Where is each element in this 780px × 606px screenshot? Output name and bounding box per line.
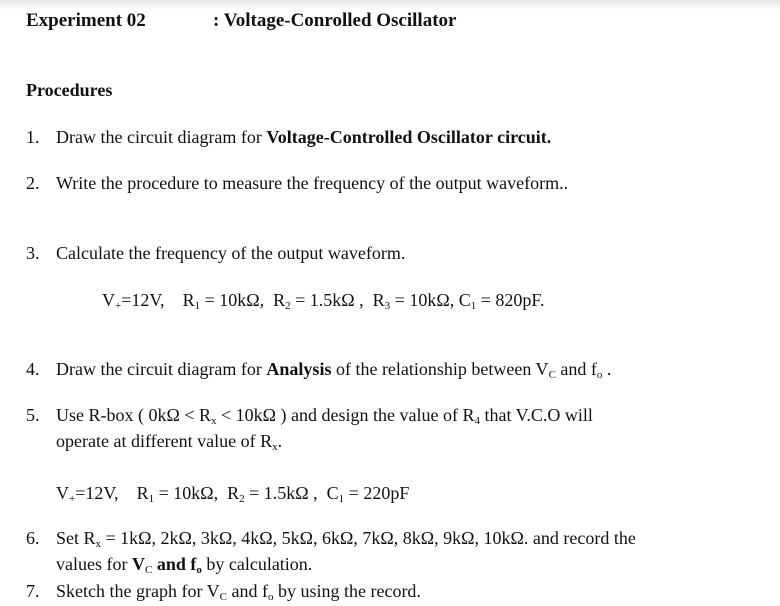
step-number: 2.: [26, 173, 40, 193]
experiment-label: Experiment 02: [26, 10, 146, 31]
step-number: 6.: [26, 528, 40, 548]
step-text-line-2: operate at different value of $R_x$.: [56, 431, 283, 453]
step-number: 3.: [26, 243, 40, 263]
step-text: Write the procedure to measure the frequency of the output waveform..: [56, 173, 569, 193]
step-text-line-1: Use R-box ( $0k\Omega < R_x < 10k\Omega$ ) and design the value of $R_4$ that V.C.O will: [56, 405, 593, 427]
step-text-line-1: Set $R_x = 1k\Omega$, 2kΩ, 3kΩ, 4kΩ, 5kΩ, 6kΩ, 7kΩ, 8kΩ, 9kΩ, 10kΩ. and record the: [56, 528, 636, 550]
step-number: 4.: [26, 359, 40, 379]
step-text: Draw the circuit diagram for Voltage-Controlled Oscillator circuit.: [56, 127, 552, 147]
step-number: 7.: [26, 581, 40, 601]
step-text: Draw the circuit diagram for Analysis of the relationship between $V_C$ and $f_o$ .: [56, 359, 612, 381]
step-number: 1.: [26, 127, 40, 147]
equation-2: $V_+=12V$, $R_1 = 10k\Omega$, $R_2 = 1.5k\Omega$ , $C_1 = 220pF$: [56, 483, 410, 505]
experiment-title: : Voltage-Conrolled Oscillator: [213, 10, 457, 31]
top-shadow: [0, 0, 780, 10]
step-number: 5.: [26, 405, 40, 425]
step-text-line-2: values for $V_C$ and $f_o$ by calculation.: [56, 554, 313, 576]
procedures-heading: Procedures: [26, 80, 113, 100]
step-text: Sketch the graph for $V_C$ and $f_o$ by using the record.: [56, 581, 421, 603]
step-text: Calculate the frequency of the output waveform.: [56, 243, 406, 263]
equation-1: $V_+=12V$, $R_1 = 10k\Omega$, $R_2 = 1.5k\Omega$ , $R_3 = 10k\Omega$, $C_1 = 820pF$.: [102, 290, 545, 312]
